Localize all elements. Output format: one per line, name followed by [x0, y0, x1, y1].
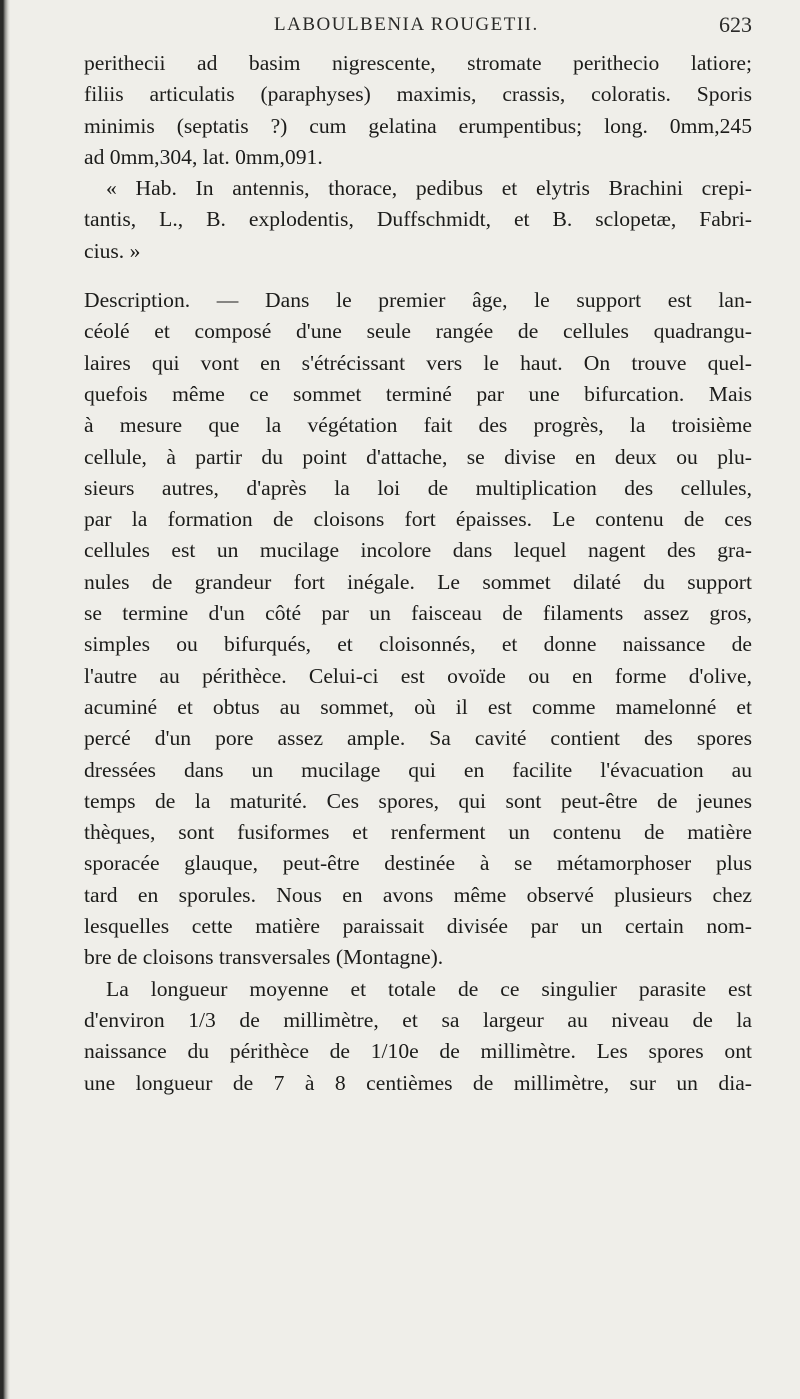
text-line: sporacée glauque, peut-être destinée à se métamorphoser plus [84, 851, 752, 876]
text-line: « Hab. In antennis, thorace, pedibus et elytris Brachini crepi- [106, 176, 752, 201]
text-line: simples ou bifurqués, et cloisonnés, et donne naissance de [84, 632, 752, 657]
text-line: lesquelles cette matière paraissait divisée par un certain nom- [84, 914, 752, 939]
text-line: céolé et composé d'une seule rangée de cellules quadrangu- [84, 319, 752, 344]
text-line: cellule, à partir du point d'attache, se divise en deux ou plu- [84, 444, 752, 469]
text-line: sieurs autres, d'après la loi de multiplication des cellules, [84, 475, 752, 500]
text-line: perithecii ad basim nigrescente, stromate perithecio latiore; [84, 51, 752, 75]
running-title: LABOULBENIA ROUGETII. [274, 14, 539, 35]
text-line: acuminé et obtus au sommet, où il est comme mamelonné et [84, 694, 752, 719]
body-text [84, 48, 752, 1099]
text-line: d'environ 1/3 de millimètre, et sa largeur au niveau de la [84, 1007, 752, 1032]
text-line: minimis (septatis ?) cum gelatina erumpentibus; long. 0mm,245 [84, 113, 752, 138]
text-line: temps de la maturité. Ces spores, qui sont peut-être de jeunes [84, 788, 752, 813]
page-number: 623 [719, 12, 752, 37]
text-line: se termine d'un côté par un faisceau de filaments assez gros, [84, 601, 752, 626]
text-line: quefois même ce sommet terminé par une bifurcation. Mais [84, 381, 752, 406]
paragraph-gap [84, 267, 752, 285]
running-head [84, 14, 752, 44]
page-binding-shadow [0, 0, 10, 1399]
text-line: Description. — Dans le premier âge, le support est lan- [84, 288, 752, 313]
text-line: l'autre au périthèce. Celui-ci est ovoïde ou en forme d'olive, [84, 663, 752, 688]
paragraph-habitat [84, 173, 752, 267]
text-line: tard en sporules. Nous en avons même observé plusieurs chez [84, 882, 752, 907]
text-line: La longueur moyenne et totale de ce singulier parasite est [106, 976, 752, 1001]
text-line: thèques, sont fusiformes et renferment un contenu de matière [84, 820, 752, 845]
text-line: dressées dans un mucilage qui en facilite l'évacuation au [84, 757, 752, 782]
text-line: cius. » [84, 238, 141, 263]
text-line: filiis articulatis (paraphyses) maximis, crassis, coloratis. Sporis [84, 82, 752, 107]
text-line: naissance du périthèce de 1/10e de millimètre. Les spores ont [84, 1039, 752, 1064]
text-line: à mesure que la végétation fait des progrès, la troisième [84, 413, 752, 438]
text-line: laires qui vont en s'étrécissant vers le haut. On trouve quel- [84, 350, 752, 375]
paragraph-latin-description [84, 48, 752, 173]
paragraph-description [84, 285, 752, 974]
text-line: tantis, L., B. explodentis, Duffschmidt, et B. sclopetæ, Fabri- [84, 207, 752, 232]
paragraph-dimensions [84, 974, 752, 1099]
text-line: ad 0mm,304, lat. 0mm,091. [84, 144, 323, 169]
text-line: par la formation de cloisons fort épaisses. Le contenu de ces [84, 507, 752, 532]
text-line: cellules est un mucilage incolore dans lequel nagent des gra- [84, 538, 752, 563]
text-line: nules de grandeur fort inégale. Le sommet dilaté du support [84, 569, 752, 594]
text-line: percé d'un pore assez ample. Sa cavité contient des spores [84, 726, 752, 751]
text-line: bre de cloisons transversales (Montagne). [84, 945, 444, 970]
text-line: une longueur de 7 à 8 centièmes de millimètre, sur un dia- [84, 1070, 752, 1095]
